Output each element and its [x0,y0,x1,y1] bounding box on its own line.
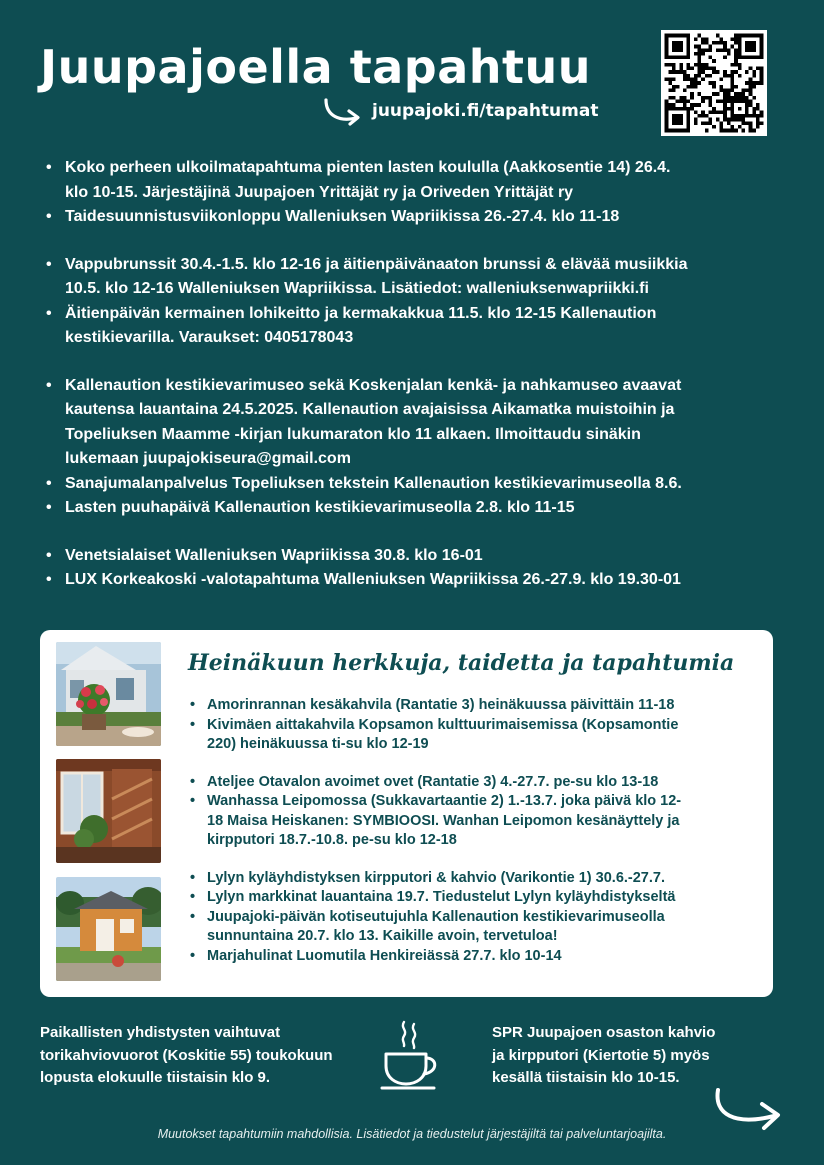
event-item: • Vappubrunssit 30.4.-1.5. klo 12-16 ja äitienpäivänaaton brunssi & elävää musiikkia 10.5. klo 12-16 Walleniuksen Wapriikissa. Lisätiedot: walleniuksenwapriikki.fi [40,253,770,302]
summer-item: • Lylyn kyläyhdistyksen kirpputori & kahvio (Varikontie 1) 30.6.-27.7. [188,869,758,889]
events-group [40,156,770,230]
website-link[interactable] [322,96,598,126]
summer-item: • Juupajoki-päivän kotiseutujuhla Kallenaution kestikievarimuseolla sunnuntaina 20.7. klo 13. Kaikille avoin, tervetuloa! [188,908,758,947]
summer-item: • Marjahulinat Luomutila Henkireiässä 27.7. klo 10-14 [188,947,758,967]
footer-cafe-info-right: SPR Juupajoen osaston kahvio ja kirpputori (Kiertotie 5) myös kesällä tiistaisin klo 10-15. [492,1024,716,1086]
disclaimer-text: Muutokset tapahtumiin mahdollisia. Lisätiedot ja tiedustelut järjestäjiltä tai palveluntarjoajilta. [157,1127,667,1141]
events-group [40,253,770,351]
photo-flowers-house [56,642,161,746]
summer-item: • Ateljee Otavalon avoimet ovet (Rantatie 3) 4.-27.7. pe-su klo 13-18 [188,773,758,793]
event-item: • Taidesuunnistusviikonloppu Walleniuksen Wapriikissa 26.-27.4. klo 11-18 [40,205,770,230]
event-item: • Sanajumalanpalvelus Topeliuksen tekstein Kallenaution kestikievarimuseolla 8.6. [40,472,770,497]
event-item: • Äitienpäivän kermainen lohikeitto ja kermakakkua 11.5. klo 12-15 Kallenaution kestikievarilla. Varaukset: 0405178043 [40,302,770,351]
event-item: • Lasten puuhapäivä Kallenaution kestikievarimuseolla 2.8. klo 11-15 [40,496,770,521]
summer-item: • Kivimäen aittakahvila Kopsamon kulttuurimaisemissa (Kopsamontie 220) heinäkuussa ti-su klo 12-19 [188,716,758,755]
qr-code[interactable] [661,30,767,136]
events-group [40,374,770,521]
coffee-cup-icon [380,1018,442,1090]
website-url[interactable]: juupajoki.fi/tapahtumat [372,101,599,121]
summer-item: • Amorinrannan kesäkahvila (Rantatie 3) heinäkuussa päivittäin 11-18 [188,696,758,716]
summer-group [188,696,758,755]
summer-item: • Wanhassa Leipomossa (Sukkavartaantie 2) 1.-13.7. joka päivä klo 12- 18 Maisa Heiskanen: SYMBIOOSI. Wanhan Leipomon kesänäyttely ja kirpputori 18.7.-10.8. pe-su klo 12-18 [188,792,758,851]
events-list [40,156,770,616]
summer-group [188,773,758,851]
curved-arrow-icon [322,96,366,126]
event-item: • LUX Korkeakoski -valotapahtuma Walleniuksen Wapriikissa 26.-27.9. klo 19.30-01 [40,568,770,593]
summer-group [188,869,758,967]
photo-wooden-porch [56,759,161,863]
card-title: Heinäkuun herkkuja, taidetta ja tapahtumia [188,650,735,676]
photo-small-cottage [56,877,161,981]
event-item: • Kallenaution kestikievarimuseo sekä Koskenjalan kenkä- ja nahkamuseo avaavat kautensa lauantaina 24.5.2025. Kallenaution avajaisissa Aikamatka muistoihin ja Topeliuksen Maamme -kirjan lukumaraton klo 11 alkaen. Ilmoittaudu sinäkin lukemaan juupajokiseura@gmail.com [40,374,770,472]
summer-events-list [188,696,758,984]
footer-cafe-info-left: Paikallisten yhdistysten vaihtuvat torikahviovuorot (Koskitie 55) toukokuun lopusta elokuulle tiistaisin klo 9. [40,1024,333,1086]
summer-item: • Lylyn markkinat lauantaina 19.7. Tiedustelut Lylyn kyläyhdistykseltä [188,888,758,908]
event-item: • Venetsialaiset Walleniuksen Wapriikissa 30.8. klo 16-01 [40,544,770,569]
page-title: Juupajoella tapahtuu [40,40,591,94]
summer-events-card [40,630,773,997]
events-group [40,544,770,593]
event-item: • Koko perheen ulkoilmatapahtuma pienten lasten koululla (Aakkosentie 14) 26.4. klo 10-15. Järjestäjinä Juupajoen Yrittäjät ry ja Oriveden Yrittäjät ry [40,156,770,205]
